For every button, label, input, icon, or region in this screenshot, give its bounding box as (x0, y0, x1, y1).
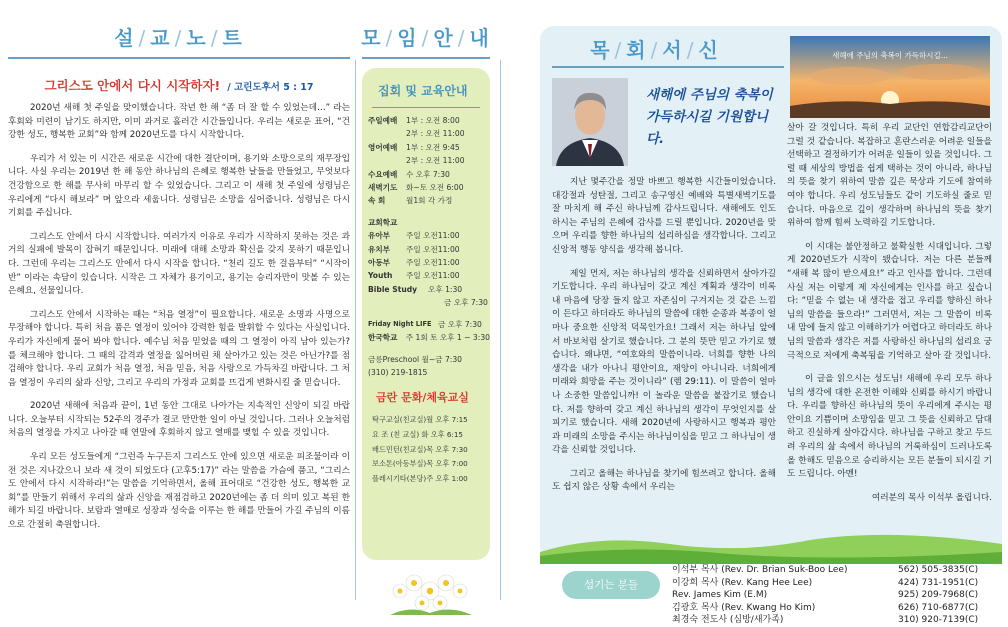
staff-row (672, 589, 1002, 602)
flower-decoration (380, 557, 480, 617)
schedule-label: Friday Night LIFE (368, 319, 432, 328)
schedule-label: 유치부 (368, 244, 391, 254)
schedule-row (368, 154, 490, 167)
staff-row (672, 577, 1002, 590)
letter-paragraph: 이 시대는 불안정하고 불확실한 시대입니다. 그렇게 2020년도가 시작이 됐습니다. 저는 다른 분들께 “새해 복 많이 받으세요!” 라고 인사를 합니다. 그런데 사실 저는 이렇게 제 자신에게는 인사를 하고 싶습니다: “믿을 수 없는 내 생각을 접고 우리를 향하신 하나님의 말씀을 들으라!” 그러면서, 저는 그 말씀이 비록 내 맘에 들지 않고 이해하기가 어렵다고 하더라도 하나님의 말씀과 생각은 저를 사랑하신 하나님의 섭리요 궁극적으로 저에게 축복됨을 기억하고 살아 갈 것입니다. (787, 241, 992, 361)
sermon-paragraph: 우리 모든 성도들에게 “그런즉 누구든지 그리스도 안에 있으면 새로운 피조물이라 이전 것은 지나갔으니 보라 새 것이 되었도다 (고후5:17)” 라는 말씀을 가슴에 품고, “그리스도 안에서 다시 시작하라!”는 말씀을 기억하면서, 올해 표어대로 “건강한 성도, 행복한 교회”를 만들기 위해서 우리의 삶과 신앙을 재점검하고 2020년에는 좀 더 의미 있고 복된 한 해가 되길 바랍니다. 보람과 열매로 성장과 성숙을 이루는 한 해를 만들어 가길 주님의 이름으로 간절히 축원합니다. (8, 452, 350, 531)
staff-name: 김광호 목사 (Rev. Kwang Ho Kim) (672, 602, 816, 613)
schedule-label: 유아부 (368, 231, 391, 241)
letter-paragraph: 이 글을 읽으시는 성도님! 새해에 우리 모두 하나님의 생각에 대한 온전한 이해와 신뢰를 하시기 바랍니다. 우리를 향하신 하나님의 뜻이 우리에게 주시는 평안이요 기쁨이며 소망임을 믿고 그 뜻을 신뢰하고 담대하고 진실하게 살아갑시다. 하나님을 구하고 찾고 두드려 우리의 삶 속에서 하나님의 거룩하심이 드러나도록 올 한해도 믿음으로 승리하시는 모든 분들이 되시길 기도 드립니다. 아멘! (787, 374, 992, 480)
schedule-value: 주일 오전11:00 (406, 244, 460, 254)
schedule-value: 2부 : 오전 11:00 (406, 156, 465, 166)
sermon-body (8, 102, 350, 533)
schedule-value: 주일 오전11:00 (406, 258, 460, 268)
letter-paragraph: 살아 갈 것입니다. 특히 우리 교단인 연합감리교단이 그럴 것 같습니다. 복잡하고 혼란스러운 어려운 일들을 선택하고 결정하기가 어려운 일들이 있을 것입니다. 그럴 때 세상의 방법을 쉽게 택하는 것이 아니라, 하나님의 뜻을 찾기 위하여 말씀 깊은 묵상과 기도에 참여하여야 합니다. 우리 성도님들도 같이 기도하실 줄로 믿습니다. 마음으로 깊이 생각하며 하나님의 뜻을 찾기 위하여 함께 힘써 노력하길 기도합니다. (787, 123, 992, 229)
staff-phone: 424) 731-1951(C) (898, 577, 979, 588)
staff-name: 최경숙 전도사 (심방/새가족) (672, 615, 784, 625)
staff-row (672, 614, 1002, 627)
schedule-row (368, 296, 490, 309)
header-char: 노 (186, 26, 208, 50)
culture-list (362, 405, 490, 486)
culture-item: 플레시기타(본당)주 오후 1:00 (372, 473, 468, 483)
schedule-row (368, 181, 490, 194)
culture-item: 보소톤(아동부실)목 오후 7:00 (372, 459, 468, 469)
letter-body-left (552, 176, 776, 505)
schedule-row (368, 256, 490, 269)
header-divider (362, 57, 490, 59)
staff-list (672, 564, 1002, 627)
sermon-column (8, 22, 350, 607)
staff-phone: 310) 920-7139(C) (898, 615, 979, 625)
schedule-row (368, 269, 490, 282)
staff-phone: 626) 710-6877(C) (898, 602, 979, 613)
header-char: 안 (433, 26, 455, 50)
sermon-paragraph: 그리스도 안에서 시작하는 때는 “처음 열정”이 필요합니다. 새로운 소명과 사명으로 무장해야 합니다. 특히 처음 품은 열정이 있어야 강력한 힘을 발휘할 수 있다는 사실입니다. 우리가 자신에게 물어 봐야 합니다. 예수님 처음 믿었을 때의 그 열정이 아직 남아 있는가?를 체크해야 합니다. 그 때의 감격과 열정을 잃어버린 채 살아가고 있는 것은 아닌가?를 점검해야 합니다. 우리 교회가 처음 열정, 처음 믿음, 처음 사랑으로 가득차길 바랍니다. 그 처음 열정이 우리의 삶과 신앙, 그리고 우리의 가정과 교회를 뜨겁게 변화시킬 줄 믿습니다. (8, 309, 350, 388)
staff-row (672, 564, 1002, 577)
schedule-row (368, 127, 490, 140)
schedule-row (368, 331, 490, 344)
staff-phone: 925) 209-7968(C) (898, 590, 979, 600)
header-char: 임 (397, 26, 419, 50)
schedule-value: 1부 : 오전 8:00 (406, 116, 460, 125)
sermon-heading (8, 75, 350, 94)
staff-row (672, 602, 1002, 615)
staff-badge: 섬기는 분들 (562, 571, 660, 599)
schedule-label: 속 회 (368, 196, 386, 206)
schedule-row (368, 229, 490, 242)
preschool-info: 금릉Preschool 월~금 7:30 (368, 354, 463, 364)
schedule-value: 금 오후 7:30 (438, 319, 482, 329)
preschool-phone: (310) 219-1815 (368, 367, 428, 377)
letter-paragraph: 지난 몇주간을 정말 바쁘고 행복한 시간들이었습니다. 대강절과 성탄절, 그리고 송구영신 예배와 특별새벽기도를 잘 마치게 해 주신 하나님께 감사드립니다. 새해에도 인도 하시는 주님의 은혜에 감사를 드릴 뿐입니다. 2020년을 맞으며 우리를 향한 하나님의 섭리하심을 생각합니다. 그리고 신앙적 행동 양식을 생각해 봅니다. (552, 177, 776, 255)
sermon-paragraph: 2020년 새해 첫 주일을 맞이했습니다. 작년 한 해 “좀 더 잘 할 수 있었는데…” 라는 후회와 미련이 남기도 하지만, 이미 과거로 흘러간 시간들입니다. 우리는 새로운 표어, “건강한 성도, 행복한 교회”와 함께 2020년도를 다시 시작합니다. (8, 103, 350, 141)
culture-item: 요 조 (친 교실) 화 오후 6:15 (372, 429, 464, 439)
staff-name: Rev. James Kim (E.M) (672, 590, 768, 600)
schedule-label (368, 296, 444, 309)
sermon-paragraph: 그리스도 안에서 다시 시작합니다. 여러가지 이유로 우리가 시작하지 못하는 것은 과거의 실패에 발목이 잡혀기 때문입니다. 미래에 대해 소망과 확신을 갖지 못하기 때문입니다. 그런데 우리는 그리스도 안에서 다시 시작을 합니다. “천리 길도 한 걸음부터” “시작이 반” 이라는 속담이 있습니다. 시작은 그 자체가 용기이고, 용기는 승리자만이 맛볼 수 있는 은혜요, 선물입니다. (8, 231, 350, 297)
header-char: 신 (698, 38, 720, 62)
letter-column (540, 22, 1002, 625)
letter-paragraph: 그리고 올해는 하나님을 찾기에 힘쓰려고 합니다. 올해도 쉽지 않은 상황 속에서 우리는 (552, 468, 776, 493)
schedule-row (368, 194, 490, 207)
letter-header: 목 / 회 / 서 / 신 (590, 38, 720, 62)
header-char: 내 (469, 26, 491, 50)
header-char: 모 (361, 26, 383, 50)
schedule-value: 수 오후 7:30 (406, 169, 450, 179)
header-char: 서 (662, 38, 684, 62)
pastor-portrait (552, 78, 628, 166)
schedule-row (368, 168, 490, 181)
header-char: 트 (222, 26, 244, 50)
sermon-header: 설 / 교 / 노 / 트 (114, 26, 244, 50)
schedule-value: 2부 : 오전 11:00 (406, 129, 465, 139)
sermon-paragraph: 2020년 새해에 처음과 끝이, 1년 동안 그대로 나아가는 지속적인 신앙이 되길 바랍니다. 오늘부터 시작되는 52주의 경주가 결코 만만한 일이 아닐 것입니다. 그러나 오늘처럼 처음의 열정을 가지고 나아갈 때 연말에 후회하지 않고 열매를 맺힐 수 있을 것입니다. (8, 401, 350, 439)
schedule-row (368, 114, 490, 127)
header-char: 목 (590, 38, 612, 62)
education-title: 교회학교 (368, 217, 398, 227)
sunrise-image (790, 36, 990, 118)
culture-item: 탁구교실(친교실)월 오후 7:15 (372, 415, 468, 425)
schedule-row (368, 243, 490, 256)
header-char: 설 (114, 26, 136, 50)
image-caption: 새해에 주님의 축복이 가득하시길... (832, 51, 948, 60)
scripture-reference: / 고린도후서 5 : 17 (227, 82, 314, 93)
worship-schedule (362, 108, 490, 379)
header-divider (552, 66, 784, 68)
announcement-column (346, 22, 506, 607)
header-char: 교 (150, 26, 172, 50)
schedule-value: 월1회 각 가정 (406, 196, 453, 206)
schedule-label: 주일예배 (368, 116, 398, 125)
schedule-label: 한국학교 (368, 333, 398, 343)
schedule-label: Youth (368, 271, 393, 281)
schedule-value: 주 1회 토 오후 1 ~ 3:30 (405, 333, 490, 343)
schedule-label: 아동부 (368, 258, 391, 268)
schedule-title: 집회 및 교육안내 (378, 84, 468, 98)
schedule-label (368, 154, 406, 167)
culture-title: 금란 문화/체육교실 (376, 391, 469, 405)
culture-item: 배드민턴(친교실)목 오후 7:30 (372, 444, 468, 454)
letter-paragraph: 제일 먼저, 저는 하나님의 생각을 신뢰하면서 살아가길 기도합니다. 우리 하나님이 갖고 계신 계획과 생각이 비록 내 마음에 당장 들지 않고 자존심이 구겨지는 것 같은 느낌이 든다고 하더라도 하나님의 말씀에 대한 순종과 복종이 얼마나 중요한 신앙적 덕목인가요! 그래서 저는 하나님 앞에서 바보처럼 살기로 했습니다. 그 분의 뜻만 믿고 가기로 했습니다. 왜냐면, “여호와의 말씀이니라. 너희를 향한 나의 생각을 내가 아나니 평안이요, 재앙이 아니니라. 너희에게 미래와 희망을 주는 것이니라” (렘 29:11). 이 말씀이 얼마나 소중한 말씀입니까! 이 놀라운 말씀을 붙잡기로 했습니다. 저를 향하여 갖고 계신 하나님의 생각이 무엇인지를 살피기로 했습니다. 새해 2020년에 사랑하시고 행복과 평안과 미래의 소망을 주시는 하나님이심을 믿고 그 하나님이 생각을 신뢰할 것입니다. (552, 268, 776, 456)
schedule-label (368, 127, 406, 140)
schedule-value: 오후 1:30 (428, 284, 463, 294)
schedule-label: Bible Study (368, 284, 418, 294)
schedule-value: 주일 오전11:00 (406, 271, 460, 281)
schedule-value: 1부 : 오전 9:45 (406, 142, 460, 152)
schedule-panel (362, 68, 490, 560)
schedule-row (368, 283, 490, 296)
sermon-title: 그리스도 안에서 다시 시작하자! (44, 78, 221, 93)
grass-decoration (540, 526, 1002, 564)
staff-name: 이석부 목사 (Rev. Dr. Brian Suk-Boo Lee) (672, 565, 848, 575)
greeting-text: 새해에 주님의 축복이 가득하시길 기원합니다. (646, 87, 773, 147)
schedule-value: 금 오후 7:30 (444, 298, 488, 308)
schedule-label: 수요예배 (368, 169, 398, 179)
schedule-row (368, 141, 490, 154)
header-char: 회 (626, 38, 648, 62)
letter-panel (540, 26, 1002, 561)
schedule-value: 화~토 오전 6:00 (406, 183, 464, 193)
announcement-header: 모 / 임 / 안 / 내 (361, 26, 491, 50)
letter-body-right (787, 122, 992, 515)
staff-phone: 562) 505-3835(C) (898, 565, 979, 575)
schedule-label: 영어예배 (368, 142, 398, 152)
schedule-label: 새벽기도 (368, 183, 398, 193)
header-divider (8, 57, 350, 59)
schedule-value: 주일 오전11:00 (406, 231, 460, 241)
sermon-paragraph: 우리가 서 있는 이 시간은 새로운 시간에 대한 결단이며, 용기와 소망으로의 재무장입니다. 사실 우리는 2019년 한 해 동안 하나님의 은혜로 행복한 날들을 만들었고, 무엇보다 건강함으로 한 해를 무사히 마무리 할 수 있었습니다. 그리고 이 새해 첫 주일에 성령님은 우리에게 “다시 해보라” 며 앞으라 세웁니다. 성령님은 소망을 심어줍니다. 성령님은 다시 기회를 주십니다. (8, 153, 350, 219)
staff-name: 이강희 목사 (Rev. Kang Hee Lee) (672, 577, 813, 588)
letter-signature: 여러분의 목사 이석부 올립니다. (871, 492, 992, 503)
schedule-row (368, 318, 490, 331)
